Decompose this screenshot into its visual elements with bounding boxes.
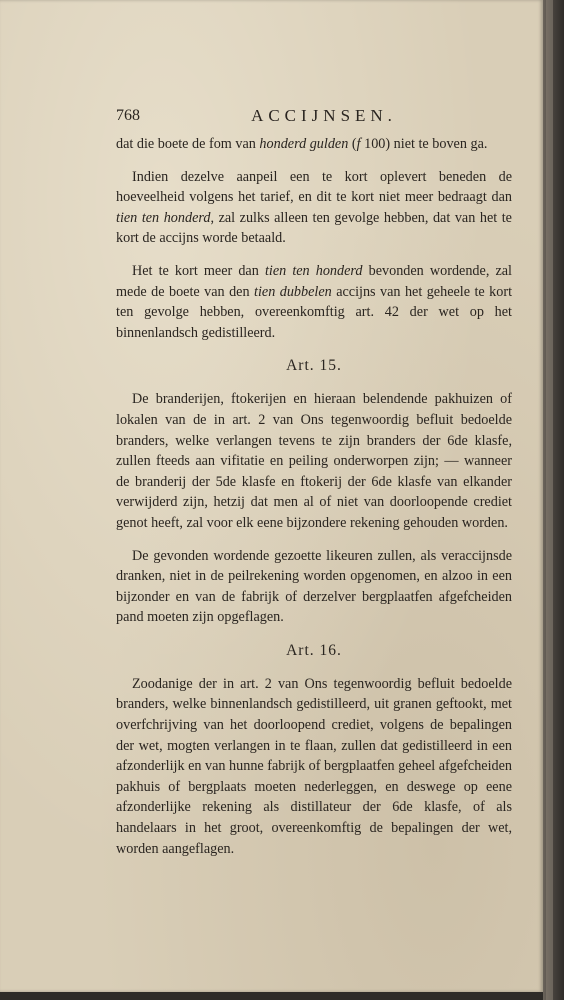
- body-paragraph: [116, 389, 512, 533]
- page-edge-sliver: [546, 0, 553, 1000]
- article-heading: Art. 15.: [286, 357, 342, 375]
- body-paragraph: [116, 261, 512, 343]
- body-paragraph: [116, 134, 512, 155]
- body-paragraph: [116, 167, 512, 249]
- text-run: dat die boete de fom van: [116, 136, 260, 152]
- page-number: 768: [116, 107, 140, 124]
- text-run: Zoodanige der in art. 2 van Ons tegenwoordig befluit bedoelde branders, welke binnenlandsch gedistilleerd, uit granen geftookt, met overfchrijving van het doorloopend crediet, volgens de bepalingen der wet, mogten verlangen in te flaan, zullen dat gedistilleerd in een afzonderlijk en van hunne fabrijk of bergplaatfen geheel afgefcheiden pakhuis of bergplaats moeten nederleggen, en deswege op eene afzonderlijke rekening als distillateur der 6de klasfe, of als handelaars in het groot, overeenkomftig de bepalingen der wet, worden aangeflagen.: [116, 675, 513, 857]
- article-heading: Art. 16.: [286, 641, 342, 659]
- italic-text: tien ten honderd: [264, 262, 363, 279]
- italic-text: f: [356, 136, 361, 152]
- text-run: accijns van het geheele te kort ten gevolge hebben, overeenkomftig art. 42 der wet op het binnenlandsch gedistilleerd.: [116, 283, 513, 341]
- text-run: 100) niet te boven ga.: [360, 136, 488, 152]
- book-edge: [543, 0, 564, 1000]
- text-run: (: [348, 136, 357, 152]
- italic-text: tien ten honderd: [116, 209, 211, 226]
- italic-text: tien dubbelen: [254, 283, 332, 300]
- text-run: , zal zulks alleen ten gevolge hebben, dat van het te kort de accijns worde betaald.: [116, 209, 512, 247]
- scan-bottom-border: [0, 992, 543, 1000]
- italic-text: honderd gulden: [259, 136, 349, 152]
- body-paragraph: [116, 546, 512, 628]
- text-run: Indien dezelve aanpeil een te kort oplevert beneden de hoeveelheid volgens het tarief, en dit te kort niet meer bedraagt dan: [116, 168, 512, 206]
- body-content: [116, 134, 512, 859]
- text-run: bevonden wordende, zal mede de boete van den: [116, 262, 512, 300]
- text-block: [116, 102, 512, 871]
- running-title: ACCIJNSEN.: [251, 106, 397, 125]
- text-run: Het te kort meer dan: [132, 262, 265, 279]
- text-run: De branderijen, ftokerijen en hieraan belendende pakhuizen of lokalen van de in art. 2 van Ons tegenwoordig befluit bedoelde branders, welke verlangen tevens te zijn branders der 6de klasfe, zullen fteeds aan vifitatie en peiling onderworpen zijn; — wanneer de branderij der 5de klasfe en ftokerij der 6de klasfe van elkander verwijderd zijn, hetzij dat men al of niet van doorloopende crediet genot heeft, zal voor elk eene bijzondere rekening gehouden worden.: [116, 391, 512, 531]
- text-run: De gevonden wordende gezoette likeuren zullen, als veraccijnsde dranken, niet in de peilrekening worden opgenomen, en alzoo in een bijzonder en van de fabrijk of derzelver bergplaatfen afgefcheiden pand moeten zijn opgeflagen.: [116, 547, 512, 626]
- body-paragraph: [116, 674, 512, 859]
- running-head: [116, 102, 512, 134]
